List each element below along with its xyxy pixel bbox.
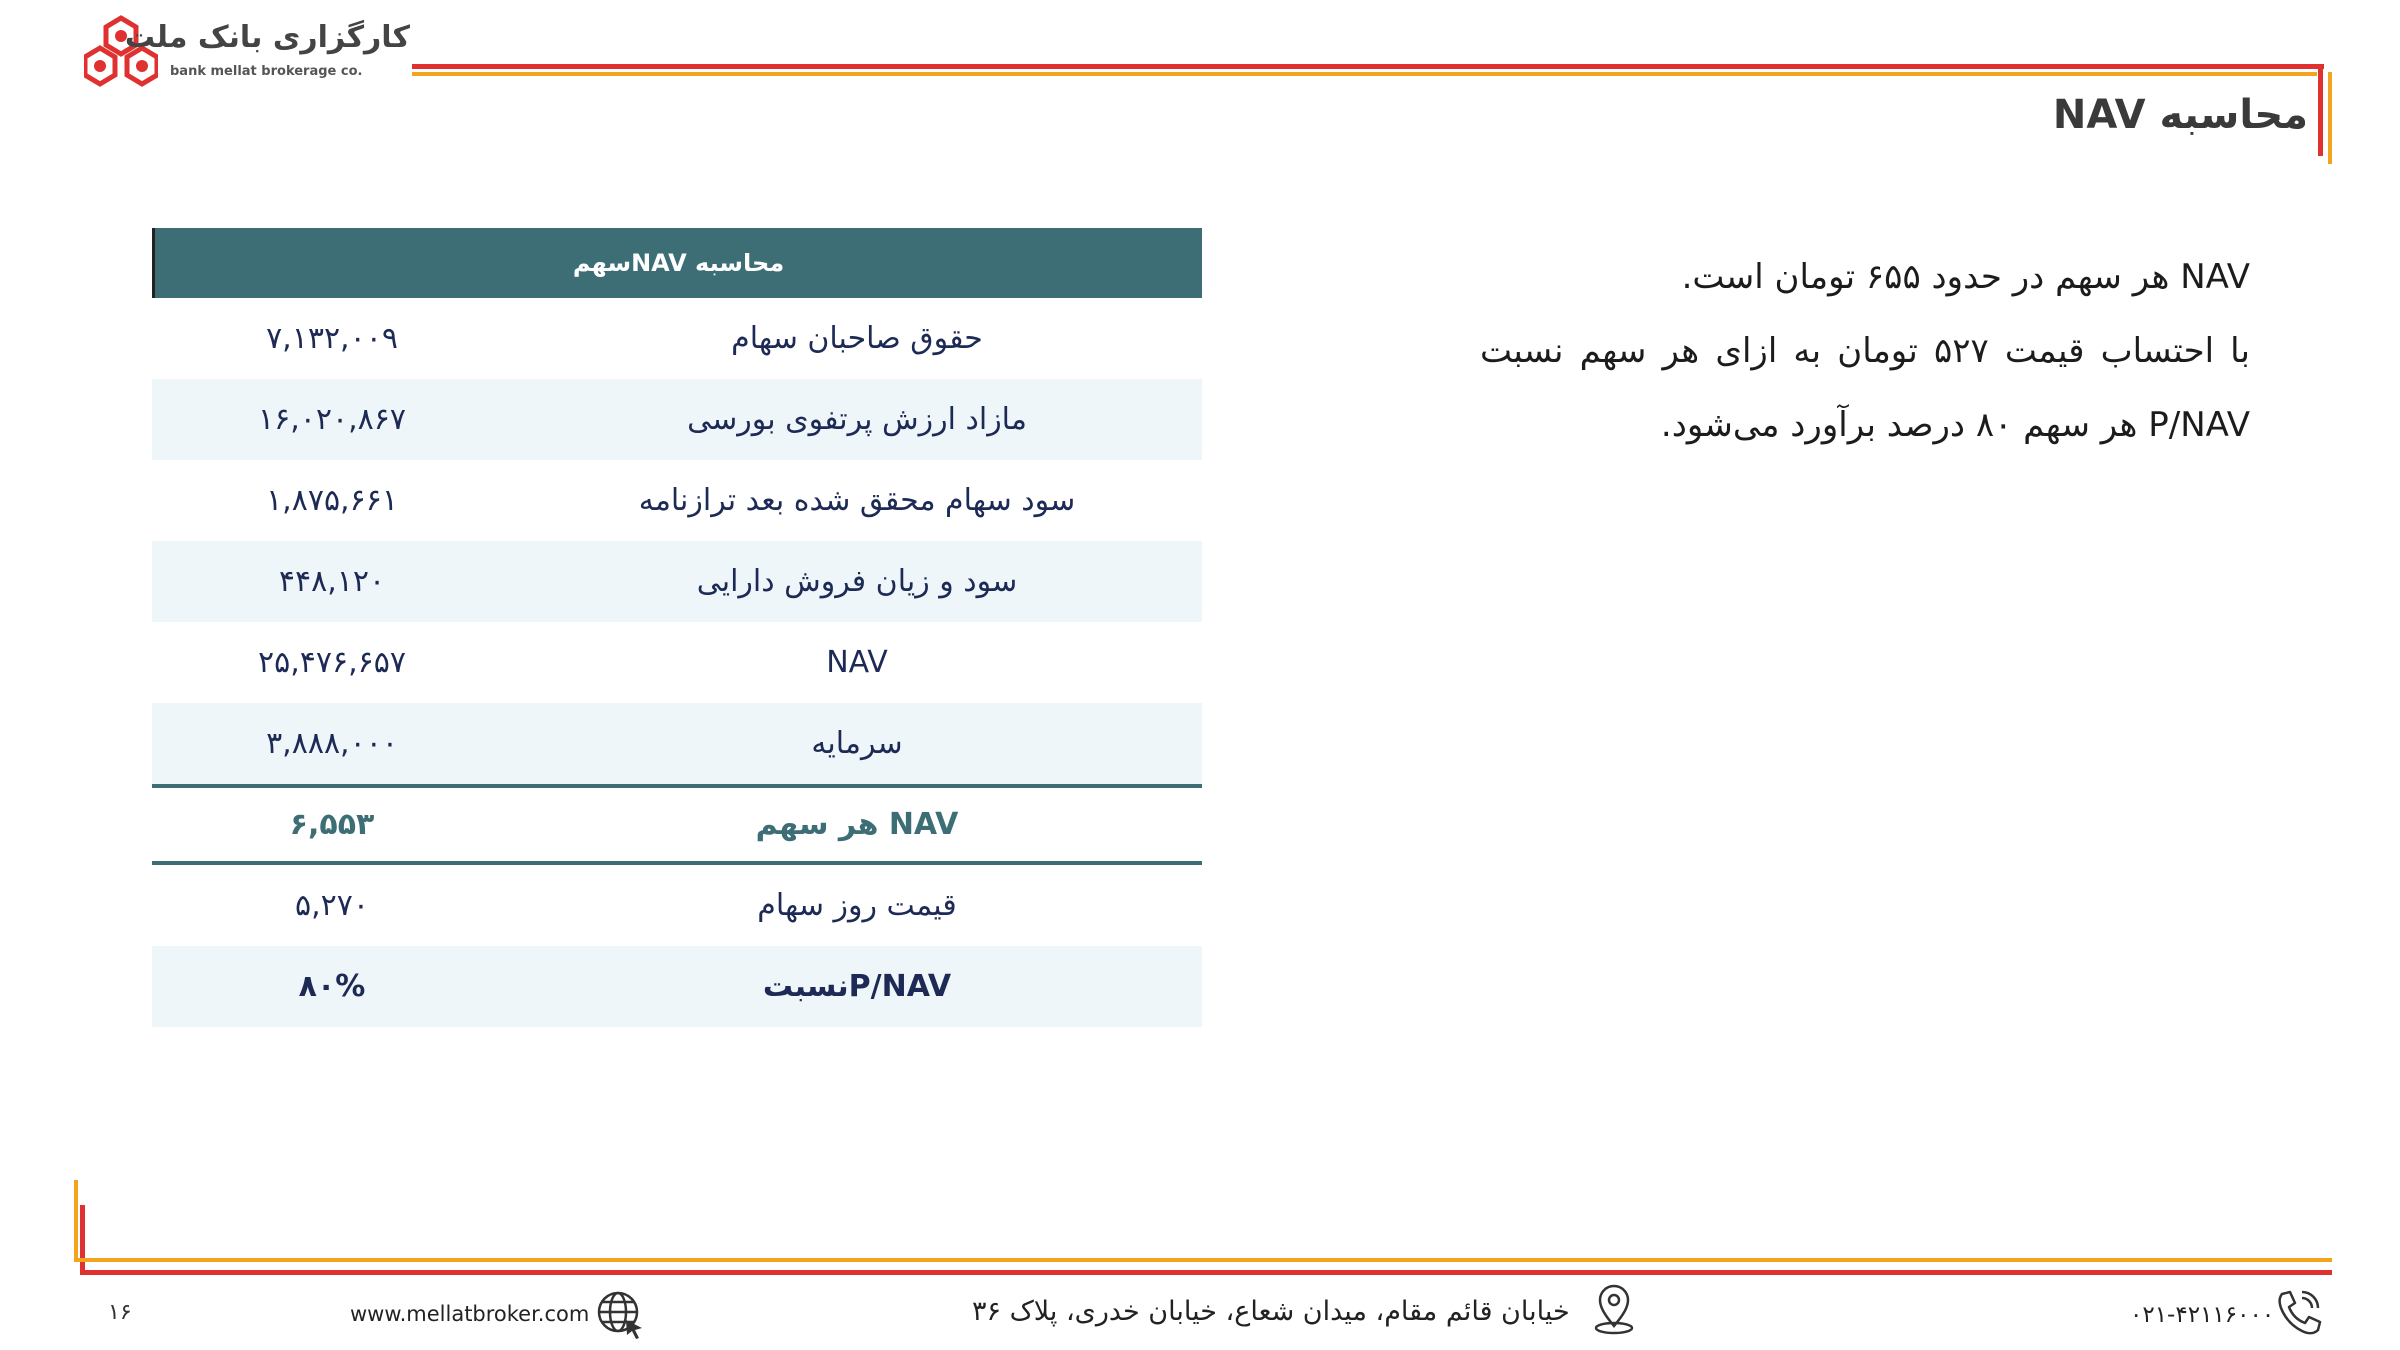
logo-text-fa: کارگزاری بانک ملت <box>124 20 410 55</box>
table-row <box>152 946 1202 1027</box>
row-label: حقوق صاحبان سهام <box>731 321 983 356</box>
footer-rule-red <box>80 1270 2332 1275</box>
header-corner-red <box>2318 64 2323 156</box>
page-number: ۱۶ <box>108 1300 132 1325</box>
page-title: محاسبه NAV <box>2052 92 2308 138</box>
footer-phone[interactable]: ۰۲۱-۴۲۱۱۶۰۰۰ <box>2130 1302 2275 1328</box>
header-corner-yellow <box>2328 72 2332 164</box>
row-value: ۷,۱۳۲,۰۰۹ <box>266 321 398 356</box>
summary-paragraph <box>1480 240 2250 462</box>
table-header: محاسبه NAVسهم <box>152 228 1202 298</box>
row-value: ۴۴۸,۱۲۰ <box>278 564 386 599</box>
footer-address: خیابان قائم مقام، میدان شعاع، خیابان خدری، پلاک ۳۶ <box>972 1296 1570 1327</box>
logo-text-en: bank mellat brokerage co. <box>170 64 363 79</box>
summary-line-1: NAV هر سهم در حدود ۶۵۵ تومان است. <box>1681 257 2250 297</box>
phone-icon <box>2274 1288 2322 1338</box>
table-row-highlight <box>152 784 1202 865</box>
row-label: P/NAVنسبت <box>762 969 952 1004</box>
summary-line-2: با احتساب قیمت ۵۲۷ تومان به ازای هر سهم نسبت P/NAV هر سهم ۸۰ درصد برآورد می‌شود. <box>1480 331 2250 445</box>
row-value: ۸۰% <box>298 969 366 1004</box>
row-label: سود سهام محقق شده بعد ترازنامه <box>638 483 1076 518</box>
table-row <box>152 379 1202 460</box>
company-logo <box>84 14 424 94</box>
row-label: NAV <box>826 645 888 680</box>
row-value: ۵,۲۷۰ <box>295 888 369 923</box>
row-label: قیمت روز سهام <box>757 888 957 923</box>
row-value: ۱,۸۷۵,۶۶۱ <box>266 483 398 518</box>
table-row <box>152 622 1202 703</box>
website-link[interactable]: www.mellatbroker.com <box>350 1302 590 1326</box>
footer-corner-red <box>80 1205 85 1275</box>
row-value: ۶,۵۵۳ <box>289 807 375 842</box>
row-label: مازاد ارزش پرتفوی بورسی <box>687 402 1027 437</box>
row-label: سود و زیان فروش دارایی <box>696 564 1018 599</box>
row-label: NAV هر سهم <box>755 807 959 842</box>
table-row <box>152 541 1202 622</box>
row-label: سرمایه <box>811 726 903 761</box>
location-pin-icon <box>1590 1282 1638 1336</box>
row-value: ۱۶,۰۲۰,۸۶۷ <box>258 402 406 437</box>
footer-corner-yellow <box>74 1180 78 1262</box>
table-row <box>152 865 1202 946</box>
row-value: ۳,۸۸۸,۰۰۰ <box>266 726 398 761</box>
header-rule-yellow <box>412 72 2317 76</box>
globe-icon <box>596 1290 646 1340</box>
table-row <box>152 703 1202 784</box>
row-value: ۲۵,۴۷۶,۶۵۷ <box>258 645 406 680</box>
table-row <box>152 460 1202 541</box>
header-rule-red <box>412 64 2324 69</box>
table-row <box>152 298 1202 379</box>
nav-table <box>152 228 1202 1027</box>
footer-rule-yellow <box>74 1258 2332 1262</box>
